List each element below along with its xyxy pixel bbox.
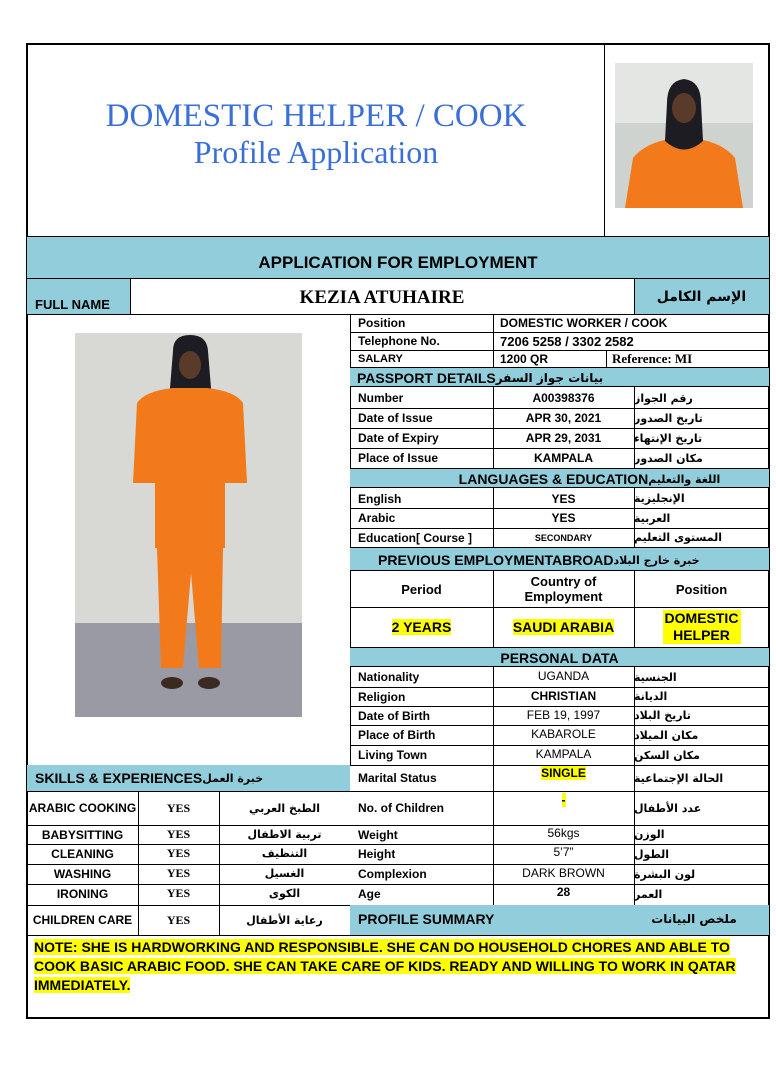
nationality-ar: الجنسية: [634, 670, 677, 684]
expiry-date-ar: تاريخ الإنتهاء: [634, 431, 703, 445]
age-ar: العمر: [634, 887, 663, 901]
children-cell: [493, 791, 634, 809]
complexion-label: Complexion: [358, 867, 427, 881]
dob-label: Date of Birth: [358, 708, 430, 723]
marital-status-cell: [493, 765, 634, 781]
skill-ironing-value: YES: [166, 885, 191, 900]
religion-ar: الديانة: [634, 690, 668, 703]
children-ar: عدد الأطفال: [634, 801, 702, 815]
place-of-issue-ar: مكان الصدور: [634, 451, 703, 465]
passport-number-label: Number: [358, 391, 404, 405]
age-label: Age: [358, 887, 381, 901]
skills-title: SKILLS & EXPERIENCES: [35, 770, 203, 786]
english-ar: الإنجليزية: [634, 492, 685, 505]
period-value: 2 YEARS: [391, 619, 452, 635]
divider: [130, 279, 131, 314]
col-country: Country of Employment: [524, 574, 603, 604]
header-divider: [604, 44, 605, 236]
weight-value: 56kgs: [547, 826, 580, 840]
languages-header: [350, 469, 769, 489]
full-name-value: KEZIA ATUHAIRE: [299, 287, 465, 308]
phone-label: Telephone No.: [358, 334, 440, 348]
issue-date-ar: تاريخ الصدور: [634, 411, 703, 425]
complexion-ar: لون البشرة: [634, 867, 696, 881]
passport-header: [357, 368, 603, 388]
summary-title-ar: ملخص البيانات: [651, 912, 737, 926]
nationality-value: UGANDA: [537, 668, 590, 683]
expiry-date-value: APR 29, 2031: [525, 431, 602, 445]
religion-label: Religion: [358, 689, 406, 704]
skills-header: [35, 765, 263, 791]
previous-header: [378, 548, 700, 572]
skill-babysitting-value: YES: [166, 827, 191, 841]
education-label: Education[ Course ]: [358, 530, 473, 545]
full-body-photo: [75, 333, 302, 717]
issue-date-label: Date of Issue: [358, 411, 433, 425]
skill-washing-ar: الغسيل: [264, 866, 305, 880]
skill-arabic-cooking-ar: الطبخ العربي: [248, 801, 321, 815]
divider: [606, 350, 607, 367]
document-title: DOMESTIC HELPER / COOK: [105, 98, 527, 134]
salary-value: 1200 QR: [500, 351, 549, 366]
skill-washing-value: YES: [166, 865, 191, 880]
period-cell: [350, 607, 493, 647]
skill-arabic-cooking: ARABIC COOKING: [28, 800, 137, 815]
marital-status-label: Marital Status: [358, 771, 437, 785]
full-name-label: FULL NAME: [35, 297, 110, 312]
divider: [27, 935, 769, 936]
skill-children-care-ar: رعاية الأطفال: [246, 913, 323, 927]
skill-babysitting: BABYSITTING: [41, 827, 124, 842]
nationality-label: Nationality: [358, 670, 420, 684]
living-town-value: KAMPALA: [535, 746, 592, 761]
skill-cleaning-ar: التنظيف: [261, 846, 308, 860]
children-value: -: [561, 793, 566, 807]
salary-label: SALARY: [358, 352, 403, 365]
expiry-date-label: Date of Expiry: [358, 431, 439, 445]
english-label: English: [358, 491, 402, 506]
passport-title: PASSPORT DETAILS: [357, 370, 496, 386]
skill-washing: WASHING: [53, 867, 112, 881]
religion-value: CHRISTIAN: [530, 689, 597, 703]
country-value: SAUDI ARABIA: [512, 619, 615, 635]
col-position: Position: [675, 581, 728, 597]
passport-number-ar: رقم الجواز: [634, 391, 693, 405]
pob-ar: مكان الميلاد: [634, 728, 699, 742]
pob-value: KABAROLE: [531, 726, 596, 741]
marital-status-value: SINGLE: [541, 766, 586, 780]
summary-note-block: [34, 938, 767, 995]
skill-cleaning-value: YES: [166, 845, 191, 860]
pob-label: Place of Birth: [358, 728, 436, 742]
education-ar: المستوى التعليم: [634, 531, 722, 544]
skill-ironing: IRONING: [56, 887, 109, 901]
skills-title-ar: خبرة العمل: [202, 771, 264, 785]
passport-number-value: A00398376: [532, 391, 595, 405]
headshot-photo: [615, 63, 753, 208]
issue-date-value: APR 30, 2021: [525, 411, 602, 425]
divider: [350, 350, 769, 351]
weight-label: Weight: [358, 827, 398, 842]
country-cell: [493, 607, 634, 647]
height-label: Height: [358, 847, 396, 861]
weight-ar: الوزن: [634, 828, 665, 841]
document-subtitle: Profile Application: [193, 134, 439, 170]
skill-children-care-value: YES: [166, 912, 191, 927]
marital-status-ar: الحالة الإجتماعية: [634, 771, 724, 785]
passport-title-ar: بيانات جواز السفر: [495, 371, 604, 385]
height-ar: الطول: [634, 847, 670, 861]
previous-title-ar: خبرة خارج البلاد: [613, 553, 700, 567]
arabic-label: Arabic: [358, 511, 396, 525]
personal-title: PERSONAL DATA: [500, 650, 619, 666]
phone-value: 7206 5258 / 3302 2582: [500, 333, 634, 349]
education-value: SECONDARY: [534, 532, 593, 543]
position-cell: [634, 607, 769, 647]
height-value: 5’7”: [553, 845, 574, 859]
skill-arabic-cooking-value: YES: [166, 800, 191, 815]
full-name-label-ar: الإسم الكامل: [656, 289, 747, 305]
skill-children-care: CHILDREN CARE: [32, 912, 133, 927]
previous-position-value: DOMESTIC HELPER: [663, 610, 741, 644]
position-value: DOMESTIC WORKER / COOK: [500, 316, 668, 330]
skill-cleaning: CLEANING: [51, 847, 114, 861]
languages-title-ar: اللغة والتعليم: [648, 472, 721, 486]
skill-ironing-ar: الكوى: [268, 886, 301, 900]
skill-babysitting-ar: تربية الاطفال: [247, 828, 322, 841]
dob-value: FEB 19, 1997: [526, 707, 601, 722]
living-town-ar: مكان السكن: [634, 748, 700, 762]
position-label: Position: [358, 316, 406, 330]
divider: [634, 279, 635, 314]
languages-title: LANGUAGES & EDUCATION: [458, 471, 649, 487]
col-period: Period: [401, 581, 442, 597]
summary-title: PROFILE SUMMARY: [358, 911, 495, 927]
dob-ar: تاريخ البلاد: [634, 709, 691, 722]
banner-title: APPLICATION FOR EMPLOYMENT: [258, 253, 538, 272]
previous-title: PREVIOUS EMPLOYMENTABROAD: [378, 552, 614, 568]
place-of-issue-label: Place of Issue: [358, 451, 439, 465]
living-town-label: Living Town: [358, 748, 428, 762]
arabic-value: YES: [551, 511, 576, 525]
place-of-issue-value: KAMPALA: [533, 451, 594, 465]
summary-note: NOTE: SHE IS HARDWORKING AND RESPONSIBLE. SHE CAN DO HOUSEHOLD CHORES AND ABLE TO COOK BASIC ARABIC FOOD. SHE CAN TAKE CARE OF KIDS. READY AND WILLING TO WORK IN QATAR IMMEDIATELY.: [34, 939, 736, 993]
reference: Reference: MI: [612, 350, 693, 366]
divider: [493, 314, 494, 367]
arabic-ar: العربية: [634, 511, 671, 525]
age-value: 28: [556, 885, 571, 899]
english-value: YES: [551, 491, 576, 506]
children-label: No. of Children: [358, 801, 444, 815]
complexion-value: DARK BROWN: [522, 865, 605, 880]
